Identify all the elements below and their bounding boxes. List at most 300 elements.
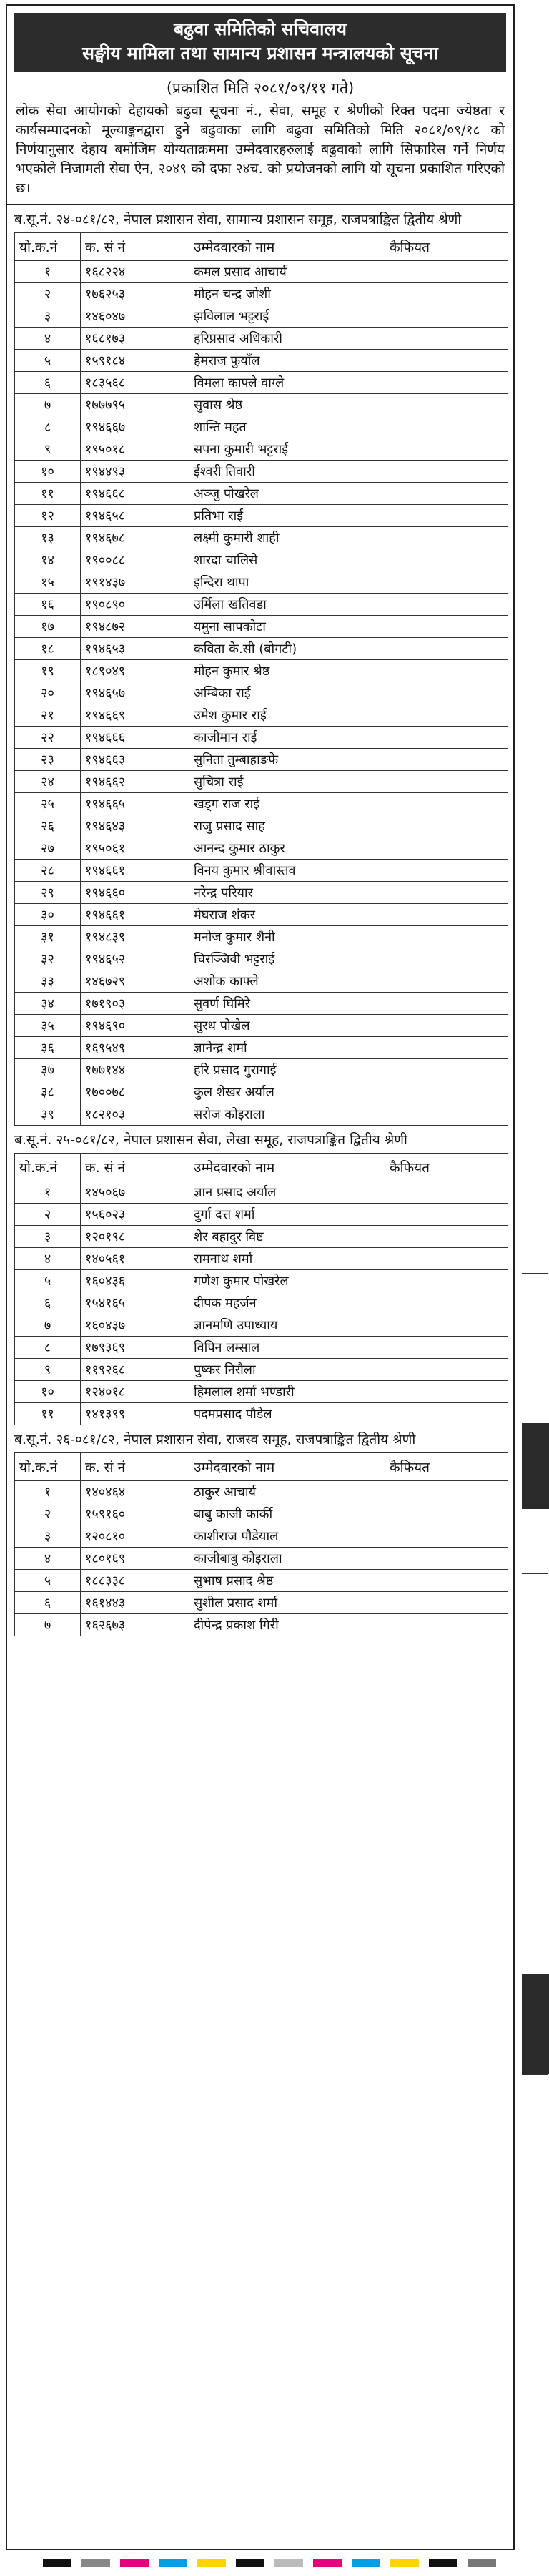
- symbol-cell: १९००८८: [81, 549, 189, 571]
- rank-cell: १९: [15, 660, 81, 682]
- rank-cell: ८: [15, 1337, 81, 1359]
- color-swatch: [120, 2559, 149, 2567]
- column-header: उम्मेदवारको नाम: [189, 1453, 385, 1481]
- rank-cell: ४: [15, 328, 81, 350]
- remarks-cell: [385, 926, 508, 948]
- symbol-cell: १४०५६१: [81, 1248, 189, 1270]
- symbol-cell: १८२१०३: [81, 1103, 189, 1126]
- name-cell: हरि प्रसाद गुरागाई: [189, 1059, 385, 1081]
- color-swatch: [43, 2559, 71, 2567]
- table-row: [15, 970, 508, 993]
- remarks-cell: [385, 261, 508, 283]
- table-row: [15, 461, 508, 483]
- color-swatch: [429, 2559, 458, 2567]
- table-row: [15, 1503, 508, 1525]
- symbol-cell: १९४६६३: [81, 749, 189, 771]
- table-row: [15, 993, 508, 1015]
- rank-cell: ९: [15, 438, 81, 461]
- rank-cell: २०: [15, 682, 81, 704]
- column-header: क. सं नं: [81, 1453, 189, 1481]
- symbol-cell: १९४६९०: [81, 1015, 189, 1037]
- rank-cell: २१: [15, 704, 81, 727]
- symbol-cell: १९४६६५: [81, 793, 189, 815]
- rank-cell: ४: [15, 1248, 81, 1270]
- table-row: [15, 1292, 508, 1314]
- name-cell: ठाकुर आचार्य: [189, 1481, 385, 1503]
- name-cell: आनन्द कुमार ठाकुर: [189, 837, 385, 860]
- rank-cell: ३: [15, 1525, 81, 1548]
- symbol-cell: १९४६६७: [81, 416, 189, 438]
- table-header-row: [15, 1154, 508, 1181]
- remarks-cell: [385, 860, 508, 882]
- remarks-cell: [385, 483, 508, 505]
- rank-cell: १: [15, 1181, 81, 1204]
- rank-cell: २७: [15, 837, 81, 860]
- rank-cell: ९: [15, 1359, 81, 1381]
- name-cell: कमल प्रसाद आचार्य: [189, 261, 385, 283]
- symbol-cell: १४५०६७: [81, 1181, 189, 1204]
- table-row: [15, 571, 508, 594]
- table-row: [15, 1103, 508, 1126]
- table-row: [15, 1015, 508, 1037]
- symbol-cell: १९४४९३: [81, 461, 189, 483]
- remarks-cell: [385, 1570, 508, 1592]
- rank-cell: ७: [15, 1314, 81, 1337]
- remarks-cell: [385, 771, 508, 793]
- table-row: [15, 1270, 508, 1292]
- remarks-cell: [385, 1381, 508, 1403]
- color-swatch: [468, 2559, 496, 2567]
- name-cell: विपिन लम्साल: [189, 1337, 385, 1359]
- symbol-cell: १५९१८४: [81, 350, 189, 372]
- symbol-cell: १७१९०३: [81, 993, 189, 1015]
- table-row: [15, 1059, 508, 1081]
- table-row: [15, 328, 508, 350]
- rank-cell: ३१: [15, 926, 81, 948]
- table-row: [15, 771, 508, 793]
- rank-cell: २६: [15, 815, 81, 837]
- symbol-cell: १८८३३८: [81, 1570, 189, 1592]
- notice-panel: [6, 4, 515, 2550]
- sections-container: [7, 210, 513, 1636]
- name-cell: शारदा चालिसे: [189, 549, 385, 571]
- side-rule: [522, 2074, 548, 2075]
- symbol-cell: १९४६५७: [81, 682, 189, 704]
- symbol-cell: १९४८३९: [81, 926, 189, 948]
- candidate-table: [14, 1452, 508, 1636]
- rank-cell: ३३: [15, 970, 81, 993]
- table-row: [15, 1226, 508, 1248]
- column-header: यो.क.नं: [15, 1453, 81, 1481]
- remarks-cell: [385, 904, 508, 926]
- name-cell: उर्मिला खतिवडा: [189, 594, 385, 616]
- rank-cell: ८: [15, 416, 81, 438]
- remarks-cell: [385, 1548, 508, 1570]
- symbol-cell: १४०४६४: [81, 1481, 189, 1503]
- remarks-cell: [385, 328, 508, 350]
- column-header: कैफियत: [385, 1154, 508, 1181]
- rank-cell: ७: [15, 394, 81, 416]
- rank-cell: ४: [15, 1548, 81, 1570]
- remarks-cell: [385, 815, 508, 837]
- rank-cell: ३८: [15, 1081, 81, 1103]
- rank-cell: ७: [15, 1614, 81, 1636]
- remarks-cell: [385, 749, 508, 771]
- name-cell: सुशील प्रसाद शर्मा: [189, 1592, 385, 1614]
- rank-cell: ३: [15, 1226, 81, 1248]
- rank-cell: १०: [15, 1381, 81, 1403]
- name-cell: शेर बहादुर विष्ट: [189, 1226, 385, 1248]
- rank-cell: २: [15, 1503, 81, 1525]
- rank-cell: ३०: [15, 904, 81, 926]
- candidate-table: [14, 232, 508, 1126]
- table-row: [15, 1381, 508, 1403]
- remarks-cell: [385, 438, 508, 461]
- rank-cell: २२: [15, 727, 81, 749]
- symbol-cell: १७७१४४: [81, 1059, 189, 1081]
- rank-cell: ३२: [15, 948, 81, 970]
- name-cell: लक्ष्मी कुमारी शाही: [189, 527, 385, 549]
- remarks-cell: [385, 1081, 508, 1103]
- intro-paragraph: लोक सेवा आयोगको देहायको बढुवा सूचना नं., सेवा, समूह र श्रेणीको रिक्त पदमा ज्येष्ठता र कार्यसम्पादनको मूल्याङ्कनद्वारा हुने बढुवाका लागि बढुवा समितिको मिति २०८१/०९/१८ को निर्णयानुसार देहाय बमोजिम योग्यताक्रममा उम्मेदवारहरुलाई बढुवाको लागि सिफारिस गर्ने निर्णय भएकोले निजामती सेवा ऐन, २०४९ को दफा २४च. को प्रयोजनको लागि यो सूचना प्रकाशित गरिएको छ।: [16, 103, 505, 196]
- symbol-cell: १४६७२९: [81, 970, 189, 993]
- symbol-cell: १६८१७३: [81, 328, 189, 350]
- table-row: [15, 837, 508, 860]
- remarks-cell: [385, 882, 508, 904]
- remarks-cell: [385, 1525, 508, 1548]
- remarks-cell: [385, 1037, 508, 1059]
- name-cell: रामनाथ शर्मा: [189, 1248, 385, 1270]
- name-cell: अञ्जु पोखरेल: [189, 483, 385, 505]
- column-header: कैफियत: [385, 1453, 508, 1481]
- table-row: [15, 749, 508, 771]
- table-header-row: [15, 1453, 508, 1481]
- table-row: [15, 305, 508, 328]
- table-row: [15, 1314, 508, 1337]
- rank-cell: ३४: [15, 993, 81, 1015]
- remarks-cell: [385, 372, 508, 394]
- remarks-cell: [385, 1103, 508, 1126]
- rank-cell: ५: [15, 1270, 81, 1292]
- symbol-cell: ११९२६८: [81, 1359, 189, 1381]
- name-cell: सुभाष प्रसाद श्रेष्ठ: [189, 1570, 385, 1592]
- remarks-cell: [385, 616, 508, 638]
- name-cell: सुरथ पोखेल: [189, 1015, 385, 1037]
- name-cell: सपना कुमारी भट्टराई: [189, 438, 385, 461]
- remarks-cell: [385, 1204, 508, 1226]
- symbol-cell: १७६२५३: [81, 283, 189, 305]
- rank-cell: ३६: [15, 1037, 81, 1059]
- remarks-cell: [385, 660, 508, 682]
- remarks-cell: [385, 1614, 508, 1636]
- remarks-cell: [385, 1015, 508, 1037]
- name-cell: यमुना सापकोटा: [189, 616, 385, 638]
- rank-cell: ११: [15, 483, 81, 505]
- remarks-cell: [385, 549, 508, 571]
- remarks-cell: [385, 793, 508, 815]
- table-row: [15, 660, 508, 682]
- table-row: [15, 1592, 508, 1614]
- name-cell: कविता के.सी (बोगटी): [189, 638, 385, 660]
- table-row: [15, 815, 508, 837]
- remarks-cell: [385, 993, 508, 1015]
- color-swatch: [197, 2559, 226, 2567]
- table-row: [15, 1481, 508, 1503]
- column-header: कैफियत: [385, 233, 508, 261]
- rank-cell: १३: [15, 527, 81, 549]
- rank-cell: ६: [15, 1592, 81, 1614]
- color-swatch: [159, 2559, 187, 2567]
- table-row: [15, 1359, 508, 1381]
- symbol-cell: १९४६६६: [81, 727, 189, 749]
- color-swatch: [313, 2559, 342, 2567]
- color-swatch: [274, 2559, 303, 2567]
- symbol-cell: १९१४३७: [81, 571, 189, 594]
- name-cell: ईश्वरी तिवारी: [189, 461, 385, 483]
- column-header: यो.क.नं: [15, 1154, 81, 1181]
- symbol-cell: १९५०६१: [81, 837, 189, 860]
- rank-cell: ३५: [15, 1015, 81, 1037]
- remarks-cell: [385, 1503, 508, 1525]
- side-dark-block: [522, 1974, 549, 2074]
- symbol-cell: १८०१६९: [81, 1548, 189, 1570]
- remarks-cell: [385, 1226, 508, 1248]
- remarks-cell: [385, 1592, 508, 1614]
- name-cell: अशोक काफ्ले: [189, 970, 385, 993]
- symbol-cell: १९०८९०: [81, 594, 189, 616]
- rank-cell: ६: [15, 372, 81, 394]
- table-row: [15, 1403, 508, 1425]
- table-row: [15, 372, 508, 394]
- table-row: [15, 1337, 508, 1359]
- side-rule: [522, 1573, 548, 1574]
- symbol-cell: १९४६७८: [81, 527, 189, 549]
- symbol-cell: १९४६५३: [81, 638, 189, 660]
- adjacent-column-edge: [520, 0, 549, 2576]
- table-row: [15, 594, 508, 616]
- name-cell: बाबु काजी कार्की: [189, 1503, 385, 1525]
- symbol-cell: १६०४३६: [81, 1270, 189, 1292]
- symbol-cell: १५४१६५: [81, 1292, 189, 1314]
- symbol-cell: १८३५६८: [81, 372, 189, 394]
- column-header: यो.क.नं: [15, 233, 81, 261]
- rank-cell: १: [15, 1481, 81, 1503]
- table-row: [15, 638, 508, 660]
- remarks-cell: [385, 1403, 508, 1425]
- table-row: [15, 1181, 508, 1204]
- name-cell: उमेश कुमार राई: [189, 704, 385, 727]
- rank-cell: २३: [15, 749, 81, 771]
- symbol-cell: १९५०१८: [81, 438, 189, 461]
- symbol-cell: १४६०४७: [81, 305, 189, 328]
- name-cell: प्रतिभा राई: [189, 505, 385, 527]
- symbol-cell: १७९३६९: [81, 1337, 189, 1359]
- name-cell: खड्ग राज राई: [189, 793, 385, 815]
- name-cell: झविलाल भट्टराई: [189, 305, 385, 328]
- rank-cell: १४: [15, 549, 81, 571]
- remarks-cell: [385, 461, 508, 483]
- name-cell: सुचित्रा राई: [189, 771, 385, 793]
- name-cell: पुष्कर निरौला: [189, 1359, 385, 1381]
- symbol-cell: १५९१६०: [81, 1503, 189, 1525]
- symbol-cell: १२०१९८: [81, 1226, 189, 1248]
- header-title-2: सङ्घीय मामिला तथा सामान्य प्रशासन मन्त्रालयको सूचना: [82, 43, 438, 64]
- rank-cell: १०: [15, 461, 81, 483]
- rank-cell: २४: [15, 771, 81, 793]
- table-row: [15, 1570, 508, 1592]
- table-row: [15, 438, 508, 461]
- symbol-cell: १९४६५८: [81, 505, 189, 527]
- symbol-cell: १६१४४३: [81, 1592, 189, 1614]
- symbol-cell: १२०८१०: [81, 1525, 189, 1548]
- rank-cell: २: [15, 283, 81, 305]
- table-row: [15, 283, 508, 305]
- name-cell: चिरञ्जिवी भट्टराई: [189, 948, 385, 970]
- remarks-cell: [385, 1359, 508, 1381]
- remarks-cell: [385, 970, 508, 993]
- remarks-cell: [385, 837, 508, 860]
- symbol-cell: १९४६५२: [81, 948, 189, 970]
- name-cell: अम्बिका राई: [189, 682, 385, 704]
- name-cell: इन्दिरा थापा: [189, 571, 385, 594]
- side-dark-block: [522, 1423, 549, 1509]
- symbol-cell: १२४०१८: [81, 1381, 189, 1403]
- rank-cell: १२: [15, 505, 81, 527]
- section-title: ब.सू.नं. २४-०८१/८२, नेपाल प्रशासन सेवा, सामान्य प्रशासन समूह, राजपत्राङ्कित द्वितीय श्रेणी: [14, 212, 462, 227]
- rank-cell: ३९: [15, 1103, 81, 1126]
- table-row: [15, 727, 508, 749]
- remarks-cell: [385, 1059, 508, 1081]
- column-header: उम्मेदवारको नाम: [189, 233, 385, 261]
- rank-cell: १५: [15, 571, 81, 594]
- color-swatch: [390, 2559, 419, 2567]
- rank-cell: ५: [15, 350, 81, 372]
- name-cell: नरेन्द्र परियार: [189, 882, 385, 904]
- column-header: क. सं नं: [81, 1154, 189, 1181]
- remarks-cell: [385, 305, 508, 328]
- table-row: [15, 549, 508, 571]
- symbol-cell: १९४६४३: [81, 815, 189, 837]
- name-cell: मोहन चन्द्र जोशी: [189, 283, 385, 305]
- table-row: [15, 948, 508, 970]
- remarks-cell: [385, 571, 508, 594]
- table-row: [15, 350, 508, 372]
- name-cell: मेघराज शंकर: [189, 904, 385, 926]
- name-cell: पदमप्रसाद पौडेल: [189, 1403, 385, 1425]
- remarks-cell: [385, 704, 508, 727]
- header-title-1: बढुवा समितिको सचिवालय: [174, 19, 347, 39]
- remarks-cell: [385, 1481, 508, 1503]
- symbol-cell: १६२६७३: [81, 1614, 189, 1636]
- rank-cell: ३७: [15, 1059, 81, 1081]
- side-rule: [522, 1273, 548, 1274]
- name-cell: राजु प्रसाद साह: [189, 815, 385, 837]
- remarks-cell: [385, 1181, 508, 1204]
- published-date: (प्रकाशित मिति २०८१/०९/११ गते): [166, 79, 355, 97]
- rank-cell: ३: [15, 305, 81, 328]
- remarks-cell: [385, 638, 508, 660]
- remarks-cell: [385, 1292, 508, 1314]
- symbol-cell: १९४६६८: [81, 483, 189, 505]
- name-cell: दीपक महर्जन: [189, 1292, 385, 1314]
- rank-cell: ६: [15, 1292, 81, 1314]
- name-cell: शान्ति महत: [189, 416, 385, 438]
- remarks-cell: [385, 283, 508, 305]
- candidate-table: [14, 1153, 508, 1425]
- rank-cell: १: [15, 261, 81, 283]
- name-cell: काजीमान राई: [189, 727, 385, 749]
- table-row: [15, 483, 508, 505]
- symbol-cell: १६०४३७: [81, 1314, 189, 1337]
- column-header: क. सं नं: [81, 233, 189, 261]
- remarks-cell: [385, 1337, 508, 1359]
- rank-cell: २: [15, 1204, 81, 1226]
- name-cell: ज्ञानमणि उपाध्याय: [189, 1314, 385, 1337]
- color-swatch: [81, 2559, 110, 2567]
- symbol-cell: १५६०२३: [81, 1204, 189, 1226]
- name-cell: दीपेन्द्र प्रकाश गिरी: [189, 1614, 385, 1636]
- rank-cell: १७: [15, 616, 81, 638]
- color-swatch: [352, 2559, 380, 2567]
- symbol-cell: १९४६६२: [81, 771, 189, 793]
- remarks-cell: [385, 594, 508, 616]
- remarks-cell: [385, 505, 508, 527]
- table-row: [15, 1204, 508, 1226]
- symbol-cell: १८९०४९: [81, 660, 189, 682]
- name-cell: मोहन कुमार श्रेष्ठ: [189, 660, 385, 682]
- name-cell: विमला काफ्ले वाग्ले: [189, 372, 385, 394]
- symbol-cell: १७७७९५: [81, 394, 189, 416]
- remarks-cell: [385, 1314, 508, 1337]
- color-swatch: [236, 2559, 264, 2567]
- section-title: ब.सू.नं. २५-०८१/८२, नेपाल प्रशासन सेवा, लेखा समूह, राजपत्राङ्कित द्वितीय श्रेणी: [14, 1132, 407, 1148]
- table-row: [15, 261, 508, 283]
- table-row: [15, 860, 508, 882]
- symbol-cell: १९४६६९: [81, 704, 189, 727]
- symbol-cell: १४१३९९: [81, 1403, 189, 1425]
- remarks-cell: [385, 682, 508, 704]
- name-cell: कुल शेखर अर्याल: [189, 1081, 385, 1103]
- name-cell: हिमलाल शर्मा भण्डारी: [189, 1381, 385, 1403]
- table-row: [15, 527, 508, 549]
- name-cell: हरिप्रसाद अधिकारी: [189, 328, 385, 350]
- name-cell: गणेश कुमार पोखरेल: [189, 1270, 385, 1292]
- name-cell: ज्ञान प्रसाद अर्याल: [189, 1181, 385, 1204]
- section-title: ब.सू.नं. २६-०८१/८२, नेपाल प्रशासन सेवा, राजस्व समूह, राजपत्राङ्कित द्वितीय श्रेणी: [14, 1432, 416, 1447]
- table-row: [15, 505, 508, 527]
- name-cell: काशीराज पौडेयाल: [189, 1525, 385, 1548]
- symbol-cell: १९४६६१: [81, 904, 189, 926]
- symbol-cell: १७००७८: [81, 1081, 189, 1103]
- rank-cell: २८: [15, 860, 81, 882]
- table-row: [15, 394, 508, 416]
- remarks-cell: [385, 394, 508, 416]
- table-row: [15, 1548, 508, 1570]
- remarks-cell: [385, 1248, 508, 1270]
- table-row: [15, 1081, 508, 1103]
- table-row: [15, 793, 508, 815]
- name-cell: मनोज कुमार शैनी: [189, 926, 385, 948]
- remarks-cell: [385, 727, 508, 749]
- rank-cell: २९: [15, 882, 81, 904]
- symbol-cell: १६८२२४: [81, 261, 189, 283]
- name-cell: सुनिता तुम्बाहाङफे: [189, 749, 385, 771]
- rank-cell: ११: [15, 1403, 81, 1425]
- table-row: [15, 1614, 508, 1636]
- symbol-cell: १९४८७२: [81, 616, 189, 638]
- table-row: [15, 926, 508, 948]
- symbol-cell: १९४६६०: [81, 882, 189, 904]
